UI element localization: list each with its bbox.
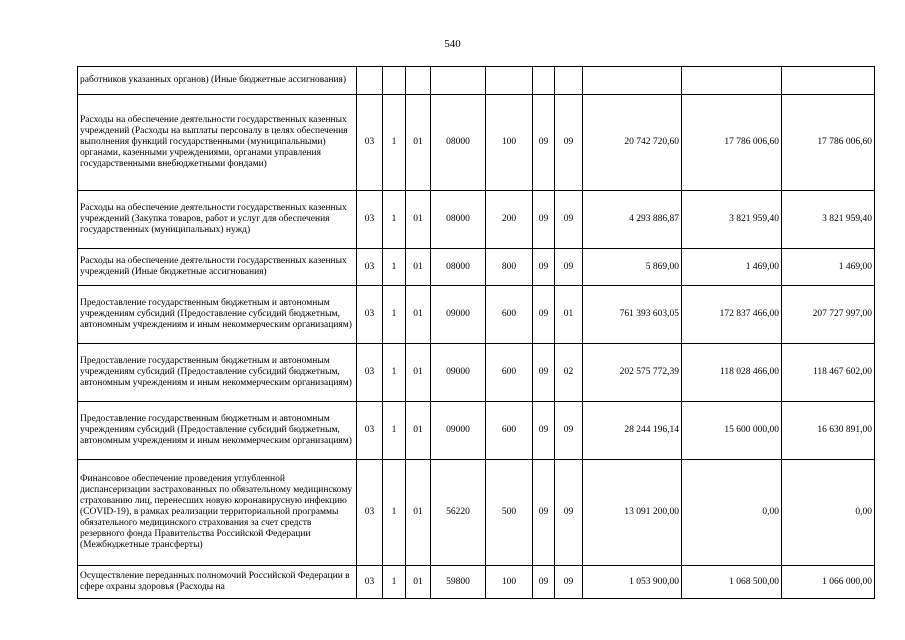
code-subsection [555,67,583,95]
code-direction: 09000 [431,286,486,344]
code-section: 09 [533,95,555,191]
amount-year-2: 118 028 466,00 [682,344,782,402]
code-program: 03 [357,402,383,460]
budget-table [77,66,875,599]
row-description: Расходы на обеспечение деятельности государственных казенных учреждений (Расходы на выплаты персоналу в целях обеспечения выполнения функций государственными (муниципальными) органами, казенными учреждениями, органами управления государственными внебюджетными фондами) [78,95,357,191]
code-expense-type: 600 [486,344,533,402]
code-subprogram: 1 [383,566,406,599]
code-subsection: 09 [555,402,583,460]
code-direction: 59800 [431,566,486,599]
code-expense-type: 200 [486,191,533,249]
amount-year-2: 0,00 [682,460,782,566]
amount-year-2: 15 600 000,00 [682,402,782,460]
amount-year-1: 761 393 603,05 [583,286,682,344]
code-subsection: 09 [555,249,583,286]
code-expense-type: 800 [486,249,533,286]
code-direction [431,67,486,95]
code-program: 03 [357,566,383,599]
code-program [357,67,383,95]
code-main-event: 01 [406,566,431,599]
code-program: 03 [357,460,383,566]
amount-year-2: 172 837 466,00 [682,286,782,344]
table-row [78,460,875,566]
amount-year-3: 0,00 [782,460,875,566]
code-direction: 09000 [431,402,486,460]
table-row [78,566,875,599]
code-direction: 08000 [431,249,486,286]
code-direction: 08000 [431,191,486,249]
amount-year-1: 4 293 886,87 [583,191,682,249]
code-subsection: 01 [555,286,583,344]
amount-year-2 [682,67,782,95]
code-section: 09 [533,191,555,249]
code-subprogram: 1 [383,344,406,402]
code-subsection: 09 [555,460,583,566]
code-main-event: 01 [406,95,431,191]
amount-year-1: 28 244 196,14 [583,402,682,460]
amount-year-3: 1 066 000,00 [782,566,875,599]
code-expense-type: 500 [486,460,533,566]
code-subsection: 02 [555,344,583,402]
row-description: Расходы на обеспечение деятельности государственных казенных учреждений (Закупка товаров, работ и услуг для обеспечения государственных (муниципальных) нужд) [78,191,357,249]
code-subprogram: 1 [383,286,406,344]
code-main-event: 01 [406,191,431,249]
code-expense-type: 100 [486,95,533,191]
code-program: 03 [357,95,383,191]
amount-year-2: 17 786 006,60 [682,95,782,191]
amount-year-1 [583,67,682,95]
amount-year-3: 17 786 006,60 [782,95,875,191]
code-section: 09 [533,460,555,566]
code-subprogram [383,67,406,95]
row-description: Финансовое обеспечение проведения углубленной диспансеризации застрахованных по обязательному медицинскому страхованию лиц, перенесших новую коронавирусную инфекцию (COVID-19), в рамках реализации территориальной программы обязательного медицинского страхования за счет средств резервного фонда Правительства Российской Федерации (Межбюджетные трансферты) [78,460,357,566]
row-description: работников указанных органов) (Иные бюджетные ассигнования) [78,67,357,95]
amount-year-2: 1 068 500,00 [682,566,782,599]
row-description: Осуществление переданных полномочий Российской Федерации в сфере охраны здоровья (Расходы на [78,566,357,599]
code-direction: 56220 [431,460,486,566]
code-subprogram: 1 [383,402,406,460]
amount-year-3: 16 630 891,00 [782,402,875,460]
amount-year-3: 1 469,00 [782,249,875,286]
code-section: 09 [533,566,555,599]
code-section: 09 [533,344,555,402]
code-section: 09 [533,286,555,344]
amount-year-1: 1 053 900,00 [583,566,682,599]
row-description: Расходы на обеспечение деятельности государственных казенных учреждений (Иные бюджетные ассигнования) [78,249,357,286]
amount-year-3: 207 727 997,00 [782,286,875,344]
table-row [78,191,875,249]
code-direction: 08000 [431,95,486,191]
amount-year-1: 20 742 720,60 [583,95,682,191]
amount-year-2: 3 821 959,40 [682,191,782,249]
row-description: Предоставление государственным бюджетным и автономным учреждениям субсидий (Предоставление субсидий бюджетным, автономным учреждениям и иным некоммерческим организациям) [78,286,357,344]
table-row [78,249,875,286]
code-main-event: 01 [406,402,431,460]
code-main-event: 01 [406,286,431,344]
code-subprogram: 1 [383,460,406,566]
amount-year-2: 1 469,00 [682,249,782,286]
code-section: 09 [533,402,555,460]
page-number: 540 [444,38,461,50]
code-main-event [406,67,431,95]
amount-year-1: 202 575 772,39 [583,344,682,402]
code-expense-type: 600 [486,402,533,460]
table-row [78,344,875,402]
code-subsection: 09 [555,566,583,599]
code-subprogram: 1 [383,249,406,286]
code-section: 09 [533,249,555,286]
table-row [78,286,875,344]
code-program: 03 [357,191,383,249]
code-expense-type: 600 [486,286,533,344]
code-subsection: 09 [555,191,583,249]
code-program: 03 [357,344,383,402]
code-main-event: 01 [406,249,431,286]
amount-year-3: 118 467 602,00 [782,344,875,402]
row-description: Предоставление государственным бюджетным и автономным учреждениям субсидий (Предоставление субсидий бюджетным, автономным учреждениям и иным некоммерческим организациям) [78,344,357,402]
amount-year-3 [782,67,875,95]
amount-year-1: 13 091 200,00 [583,460,682,566]
table-row [78,95,875,191]
code-subprogram: 1 [383,95,406,191]
code-expense-type: 100 [486,566,533,599]
code-main-event: 01 [406,344,431,402]
code-subsection: 09 [555,95,583,191]
row-description: Предоставление государственным бюджетным и автономным учреждениям субсидий (Предоставление субсидий бюджетным, автономным учреждениям и иным некоммерческим организациям) [78,402,357,460]
code-main-event: 01 [406,460,431,566]
code-program: 03 [357,249,383,286]
code-program: 03 [357,286,383,344]
code-section [533,67,555,95]
code-subprogram: 1 [383,191,406,249]
table-row [78,67,875,95]
code-expense-type [486,67,533,95]
amount-year-1: 5 869,00 [583,249,682,286]
amount-year-3: 3 821 959,40 [782,191,875,249]
table-row [78,402,875,460]
code-direction: 09000 [431,344,486,402]
